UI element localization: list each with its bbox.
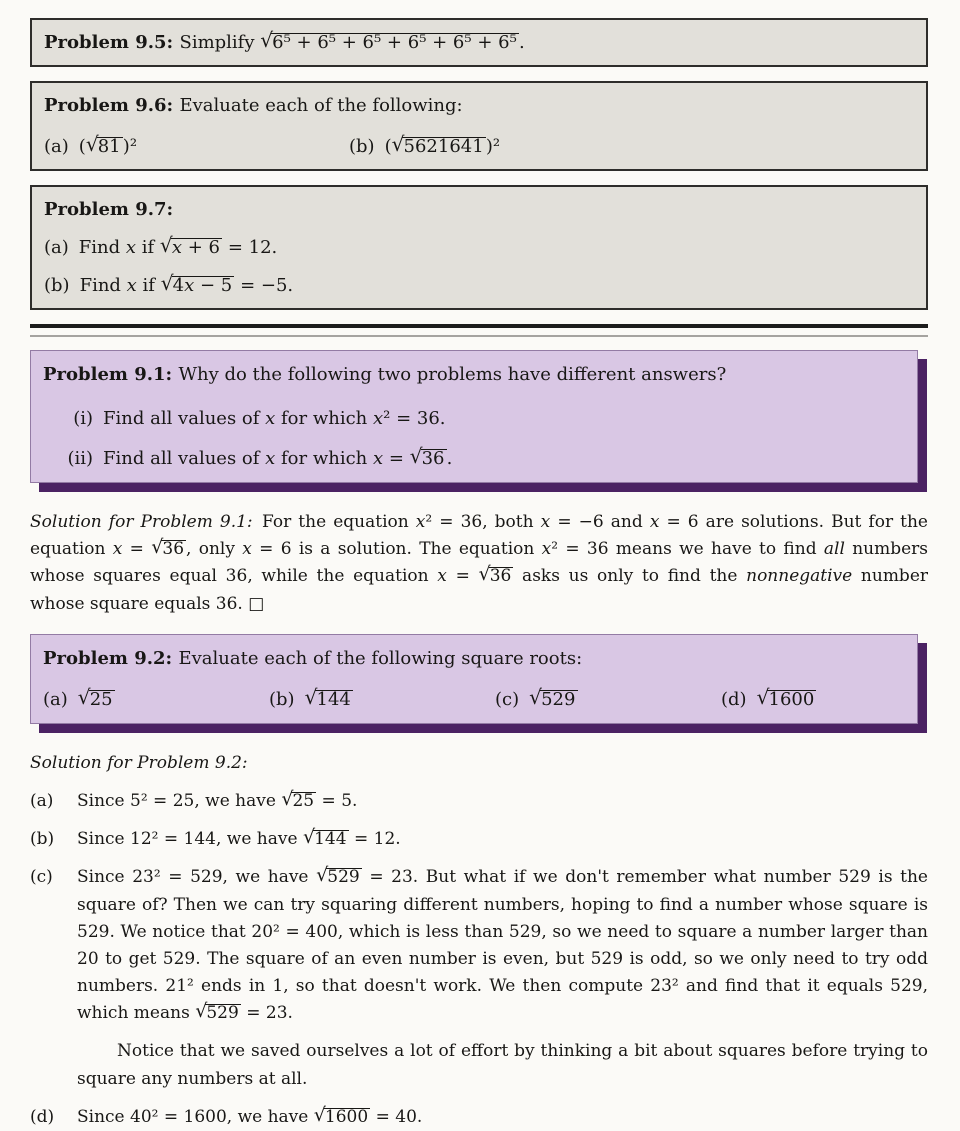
radical-icon <box>281 788 316 815</box>
solution-9-1-text: For the equation x² = 36, both x = −6 and x = 6 are solutions. But for the equation x = √36 , only x = 6 is a solution. The equation x² = 36 means we have to find all numbers whose squares equal 36, while the equation x = √36 asks us only to find the nonnegative number whose square equals 36. □ <box>30 512 929 614</box>
radical-sign: √ <box>195 1000 208 1023</box>
solution-9-1-paragraph <box>30 509 928 618</box>
radical-sign: √ <box>77 684 91 709</box>
item-label: (a) <box>30 790 54 811</box>
solution-9-2-notice-paragraph: Notice that we saved ourselves a lot of effort by thinking a bit about squares before trying to square any numbers at all. <box>77 1041 928 1089</box>
radical-icon <box>529 686 577 713</box>
problem-9-6-title: Problem 9.6: <box>44 95 174 116</box>
solution-9-2-lead-line <box>30 750 928 777</box>
problem-9-1-part-i <box>43 405 905 432</box>
solution-9-1-lead: Solution for Problem 9.1: <box>30 512 253 532</box>
part-label: (a) <box>44 237 69 258</box>
radical-icon <box>757 686 817 713</box>
radical-sign: √ <box>316 864 329 887</box>
radicand: 529 <box>205 1004 241 1023</box>
radical-icon <box>195 1000 241 1027</box>
part-label: (ii) <box>67 448 93 469</box>
radical-icon <box>305 686 353 713</box>
radicand: 6⁵ + 6⁵ + 6⁵ + 6⁵ + 6⁵ + 6⁵ <box>271 33 519 53</box>
radicand: 36 <box>161 540 186 559</box>
radicand: 144 <box>313 830 349 849</box>
part-label: (b) <box>349 136 375 157</box>
radicand: 4x − 5 <box>172 276 235 296</box>
radical-icon <box>260 29 519 56</box>
radical-sign: √ <box>391 132 405 157</box>
problem-9-7-box <box>30 185 928 310</box>
part-label: (b) <box>269 688 295 710</box>
solution-9-2-item-d <box>30 1104 928 1131</box>
problem-9-1-box <box>30 350 918 483</box>
radicand: 5621641 <box>402 137 485 157</box>
radical-icon <box>392 133 486 160</box>
radical-sign: √ <box>281 788 294 811</box>
radical-sign: √ <box>304 684 318 709</box>
problem-9-7-part-a <box>44 234 914 261</box>
problem-9-1-title: Problem 9.1: <box>43 364 173 385</box>
item-text: Since 12² = 144, we have √144 = 12. <box>77 826 928 853</box>
radical-icon <box>316 864 362 891</box>
solution-9-2-item-b <box>30 826 928 853</box>
problem-9-6-intro: Evaluate each of the following: <box>179 95 463 116</box>
part-expression <box>305 686 353 713</box>
radicand: 81 <box>97 137 123 157</box>
problem-9-7-statement <box>44 196 914 223</box>
radical-icon <box>86 133 123 160</box>
problem-9-5-statement <box>44 29 914 56</box>
item-label: (d) <box>30 1106 55 1127</box>
problem-9-2-part-c <box>495 686 721 713</box>
radical-sign: √ <box>260 28 274 53</box>
item-label: (b) <box>30 829 55 850</box>
radical-sign: √ <box>302 826 316 849</box>
part-label: (a) <box>44 136 69 157</box>
radicand: 25 <box>89 690 115 710</box>
problem-9-2-part-d <box>721 686 816 713</box>
radicand: x + 6 <box>171 238 222 258</box>
part-label: (c) <box>495 688 520 710</box>
radical-icon <box>314 1104 370 1131</box>
problem-9-2-intro: Evaluate each of the following square roots: <box>178 647 583 669</box>
problem-9-2-parts <box>43 686 905 713</box>
radical-sign: √ <box>159 233 173 258</box>
part-label: (d) <box>721 688 747 710</box>
problem-9-7-part-b <box>44 272 914 299</box>
radical-icon <box>303 826 349 853</box>
radicand: 1600 <box>767 690 816 710</box>
problem-9-1-intro: Why do the following two problems have different answers? <box>178 364 727 385</box>
radical-icon <box>410 445 447 472</box>
part-expression <box>78 686 115 713</box>
radicand: 529 <box>326 868 362 887</box>
part-expression: Find all values of x for which x² = 36. <box>103 408 446 429</box>
radicand: 144 <box>315 690 353 710</box>
radicand: 25 <box>291 792 316 811</box>
item-text: Since 40² = 1600, we have √1600 = 40. <box>77 1104 928 1131</box>
item-text: Since 23² = 529, we have √529 = 23. But what if we don't remember what number 529 is the square of? Then we can try squaring different numbers, hoping to find a number whose square is 529. We notice that 20² = 400, which is less than 529, so we need to square a number larger than 20 to get 529. The square of an even number is even, but 529 is odd, so we only need to try odd numbers. 21² ends in 1, so that doesn't work. We then compute 23² and find that it equals 529, which means √529 = 23. <box>77 864 928 1027</box>
part-expression <box>757 686 817 713</box>
part-expression: Find all values of x for which x = √36 . <box>103 445 452 472</box>
radical-sign: √ <box>529 684 542 709</box>
item-text: Since 5² = 25, we have √25 = 5. <box>77 788 928 815</box>
part-expression: Find x if √x + 6 = 12. <box>79 234 278 261</box>
solution-9-2-lead: Solution for Problem 9.2: <box>30 752 248 773</box>
radical-sign: √ <box>409 444 423 469</box>
problem-9-5-expression: Simplify √6⁵ + 6⁵ + 6⁵ + 6⁵ + 6⁵ + 6⁵ . <box>179 32 524 53</box>
radical-sign: √ <box>85 132 99 157</box>
problem-9-1-part-ii <box>43 445 905 472</box>
radical-sign: √ <box>313 1104 326 1127</box>
radicand: 36 <box>489 567 514 586</box>
divider-thick-rule <box>30 324 928 328</box>
radicand: 36 <box>421 449 447 469</box>
problem-9-6-parts <box>44 133 914 160</box>
radical-sign: √ <box>756 684 770 709</box>
radical-icon <box>151 536 186 563</box>
problem-9-6-part-a <box>44 133 349 160</box>
section-divider <box>30 324 928 337</box>
problem-9-2-part-a <box>43 686 269 713</box>
radical-sign: √ <box>151 536 164 559</box>
radical-sign: √ <box>478 563 491 586</box>
problem-9-2-part-b <box>269 686 495 713</box>
radicand: 529 <box>540 690 578 710</box>
part-expression <box>529 686 577 713</box>
problem-9-2-statement <box>43 645 905 672</box>
problem-9-5-title: Problem 9.5: <box>44 32 174 53</box>
part-expression: (√5621641 )² <box>385 133 501 160</box>
solution-9-2-item-a <box>30 788 928 815</box>
divider-thin-rule <box>30 335 928 337</box>
problem-9-1-statement <box>43 361 905 388</box>
problem-9-6-part-b <box>349 133 500 160</box>
problem-9-2-box <box>30 634 918 724</box>
problem-9-6-statement <box>44 92 914 119</box>
radicand: 1600 <box>324 1108 370 1127</box>
problem-9-7-title: Problem 9.7: <box>44 199 174 220</box>
radical-icon <box>160 234 222 261</box>
part-label: (i) <box>73 408 93 429</box>
radical-icon <box>479 563 514 590</box>
radical-icon <box>78 686 115 713</box>
part-expression: (√81 )² <box>79 133 137 160</box>
solution-9-2-item-c <box>30 864 928 1027</box>
item-label: (c) <box>30 867 53 888</box>
radical-icon <box>161 272 235 299</box>
part-label: (b) <box>44 275 70 296</box>
problem-9-2-title: Problem 9.2: <box>43 647 173 669</box>
problem-9-6-box <box>30 81 928 171</box>
radical-sign: √ <box>160 271 174 296</box>
part-expression: Find x if √4x − 5 = −5. <box>80 272 294 299</box>
problem-9-5-box <box>30 18 928 67</box>
part-label: (a) <box>43 688 68 710</box>
